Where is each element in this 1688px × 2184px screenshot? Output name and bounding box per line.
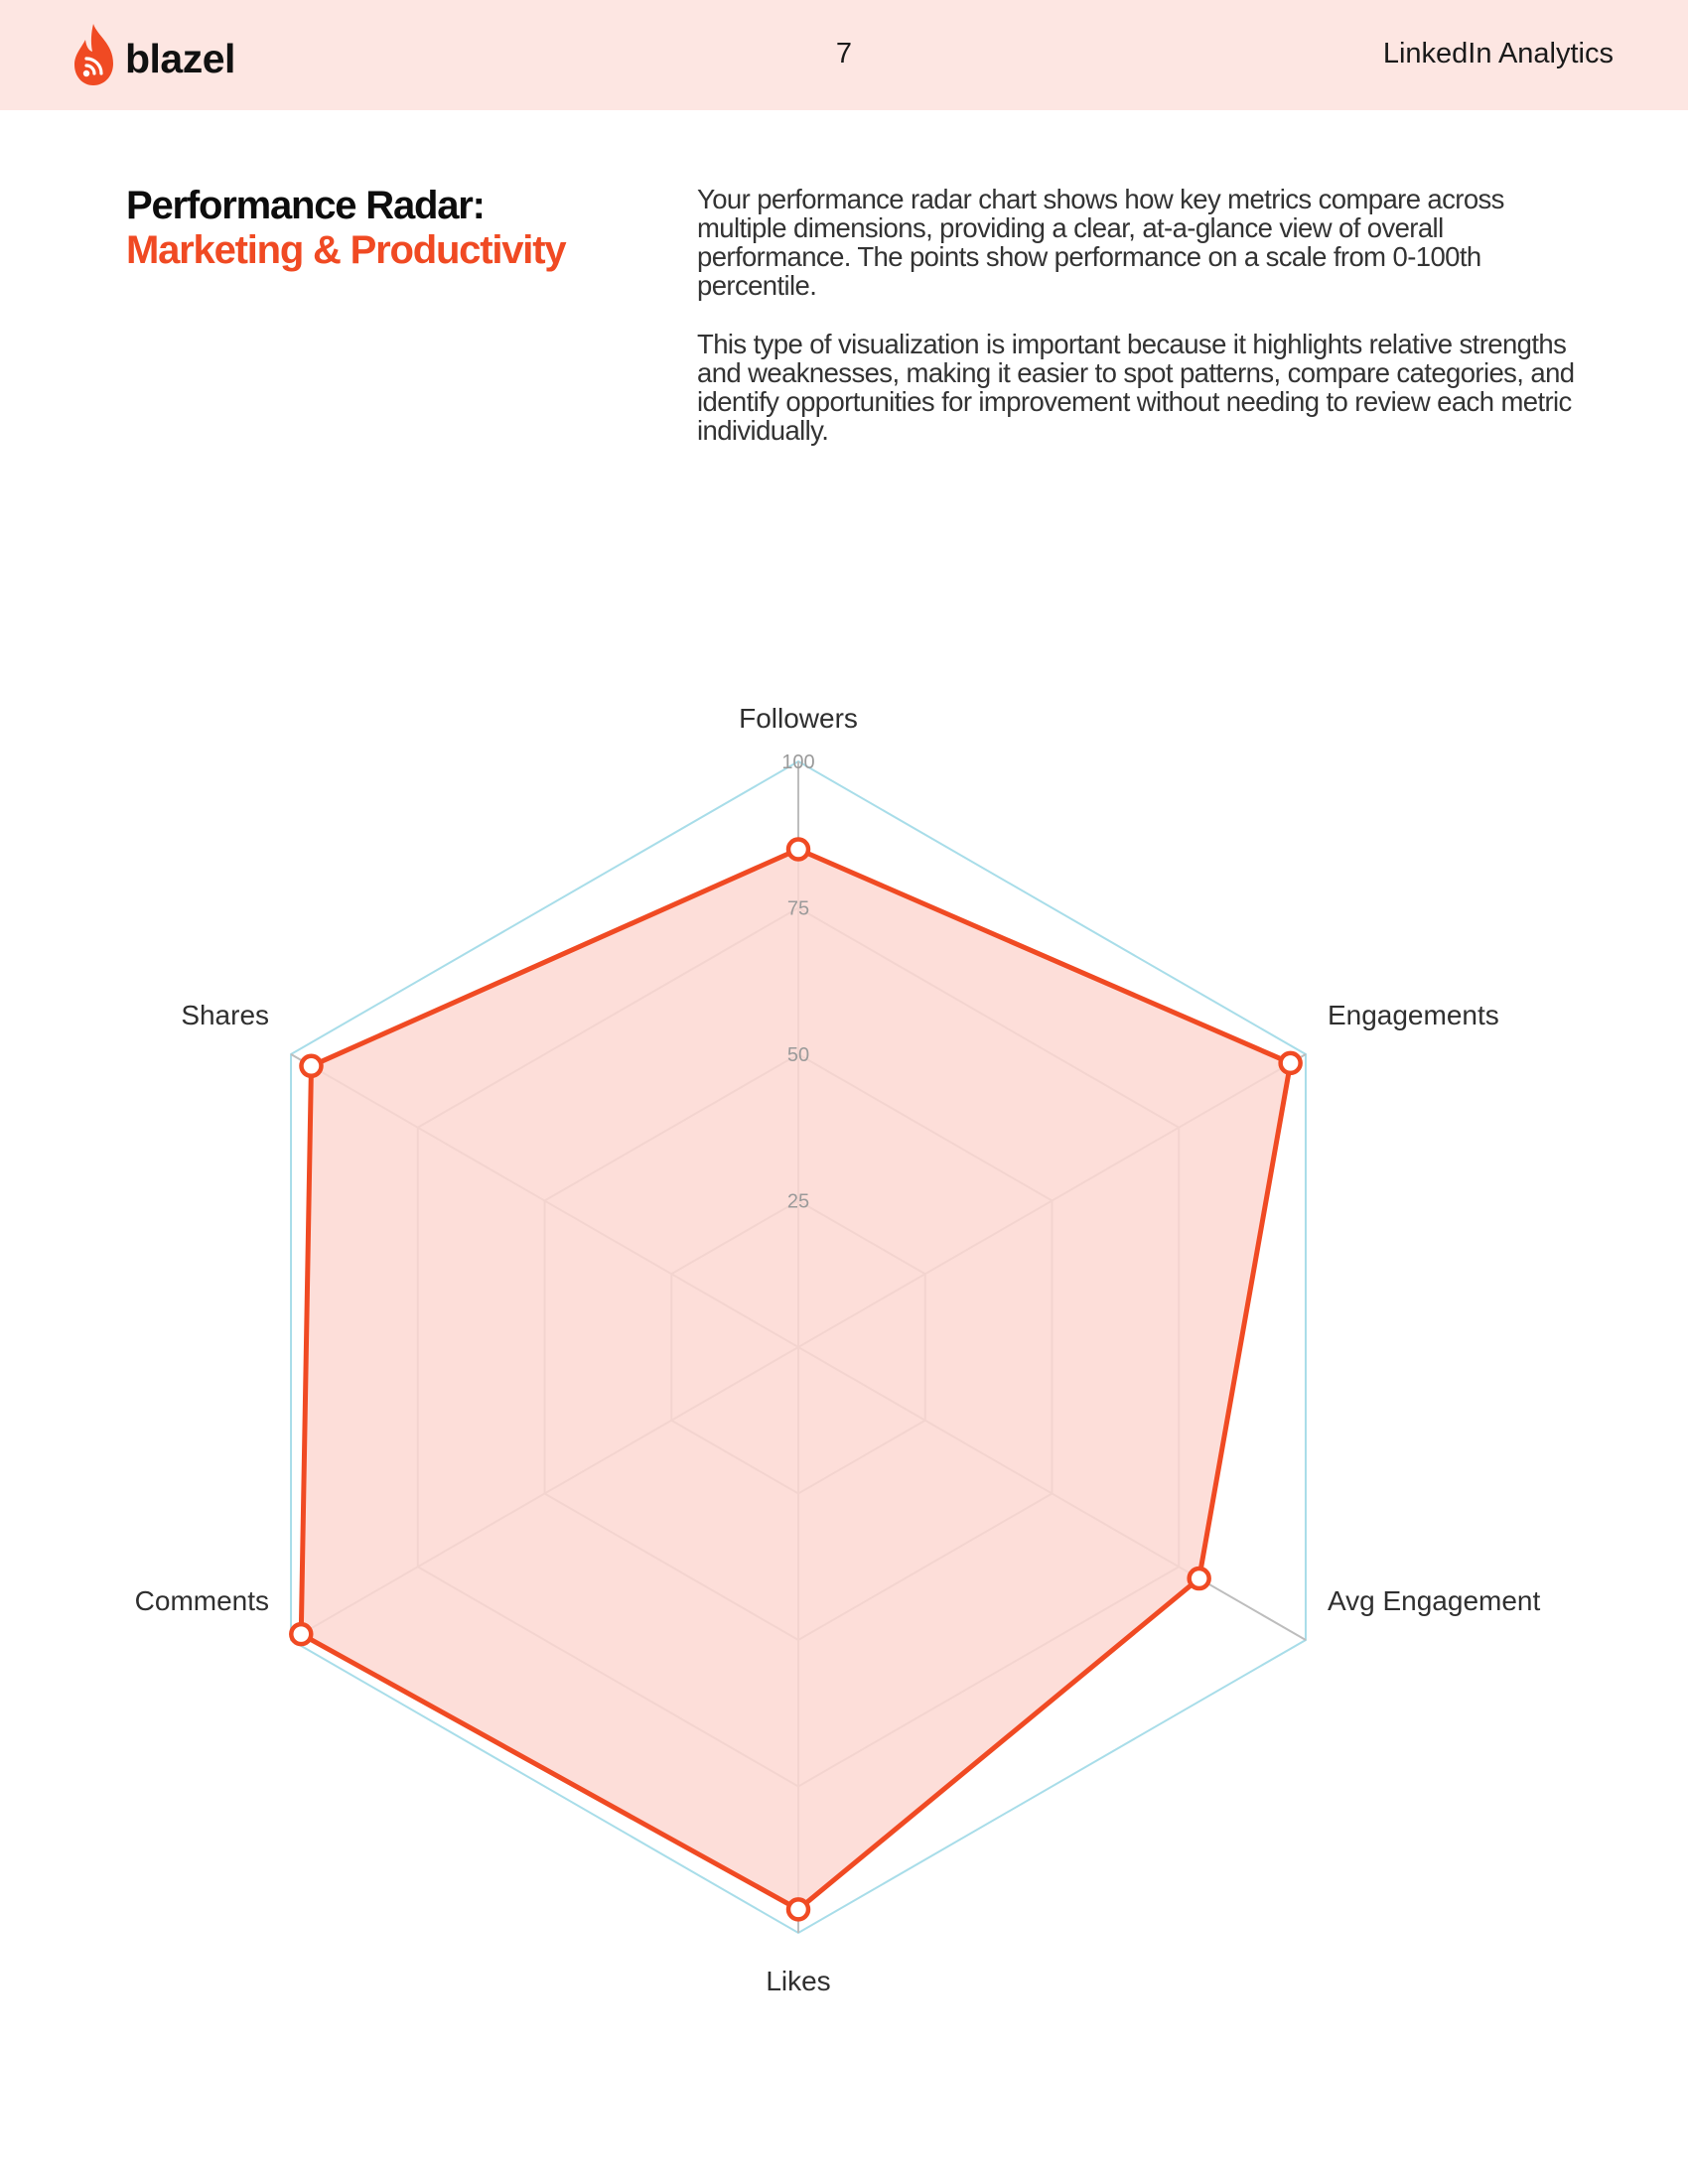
data-point-followers[interactable] xyxy=(788,840,808,860)
brand-name: blazel xyxy=(125,35,235,81)
tick-label-50: 50 xyxy=(786,1044,810,1066)
description-paragraph-1: Your performance radar chart shows how key metrics compare across multiple dimensions, providing a clear, at-a-glance view of overall performance. The points show performance on a scale from 0-100th percentile. xyxy=(697,184,1504,301)
axis-label-likes: Likes xyxy=(766,1966,831,1996)
axis-label-shares: Shares xyxy=(181,1000,270,1030)
page-number: 7 xyxy=(835,38,853,69)
data-point-comments[interactable] xyxy=(291,1624,311,1644)
title-line-1: Performance Radar: xyxy=(126,184,485,227)
data-point-shares[interactable] xyxy=(301,1056,321,1076)
data-point-avg-engagement[interactable] xyxy=(1190,1569,1209,1588)
axis-label-engagements: Engagements xyxy=(1327,1000,1499,1030)
title-line-2: Marketing & Productivity xyxy=(126,228,566,272)
axis-label-avg-engagement: Avg Engagement xyxy=(1327,1585,1541,1616)
radar-series xyxy=(301,850,1290,1910)
description-paragraph-2: This type of visualization is important because it highlights relative strengths and weaknesses, making it easier to spot patterns, compare categories, and identify opportunities for improvement without needing to review each metric individually. xyxy=(697,329,1575,446)
report-title: LinkedIn Analytics xyxy=(1382,38,1614,69)
series-area xyxy=(301,850,1290,1910)
axis-label-comments: Comments xyxy=(134,1585,270,1616)
data-point-engagements[interactable] xyxy=(1281,1053,1301,1073)
data-point-likes[interactable] xyxy=(788,1899,808,1919)
axis-label-followers: Followers xyxy=(739,703,858,734)
tick-label-25: 25 xyxy=(786,1190,810,1213)
tick-label-100: 100 xyxy=(781,751,815,773)
tick-label-75: 75 xyxy=(786,897,810,920)
